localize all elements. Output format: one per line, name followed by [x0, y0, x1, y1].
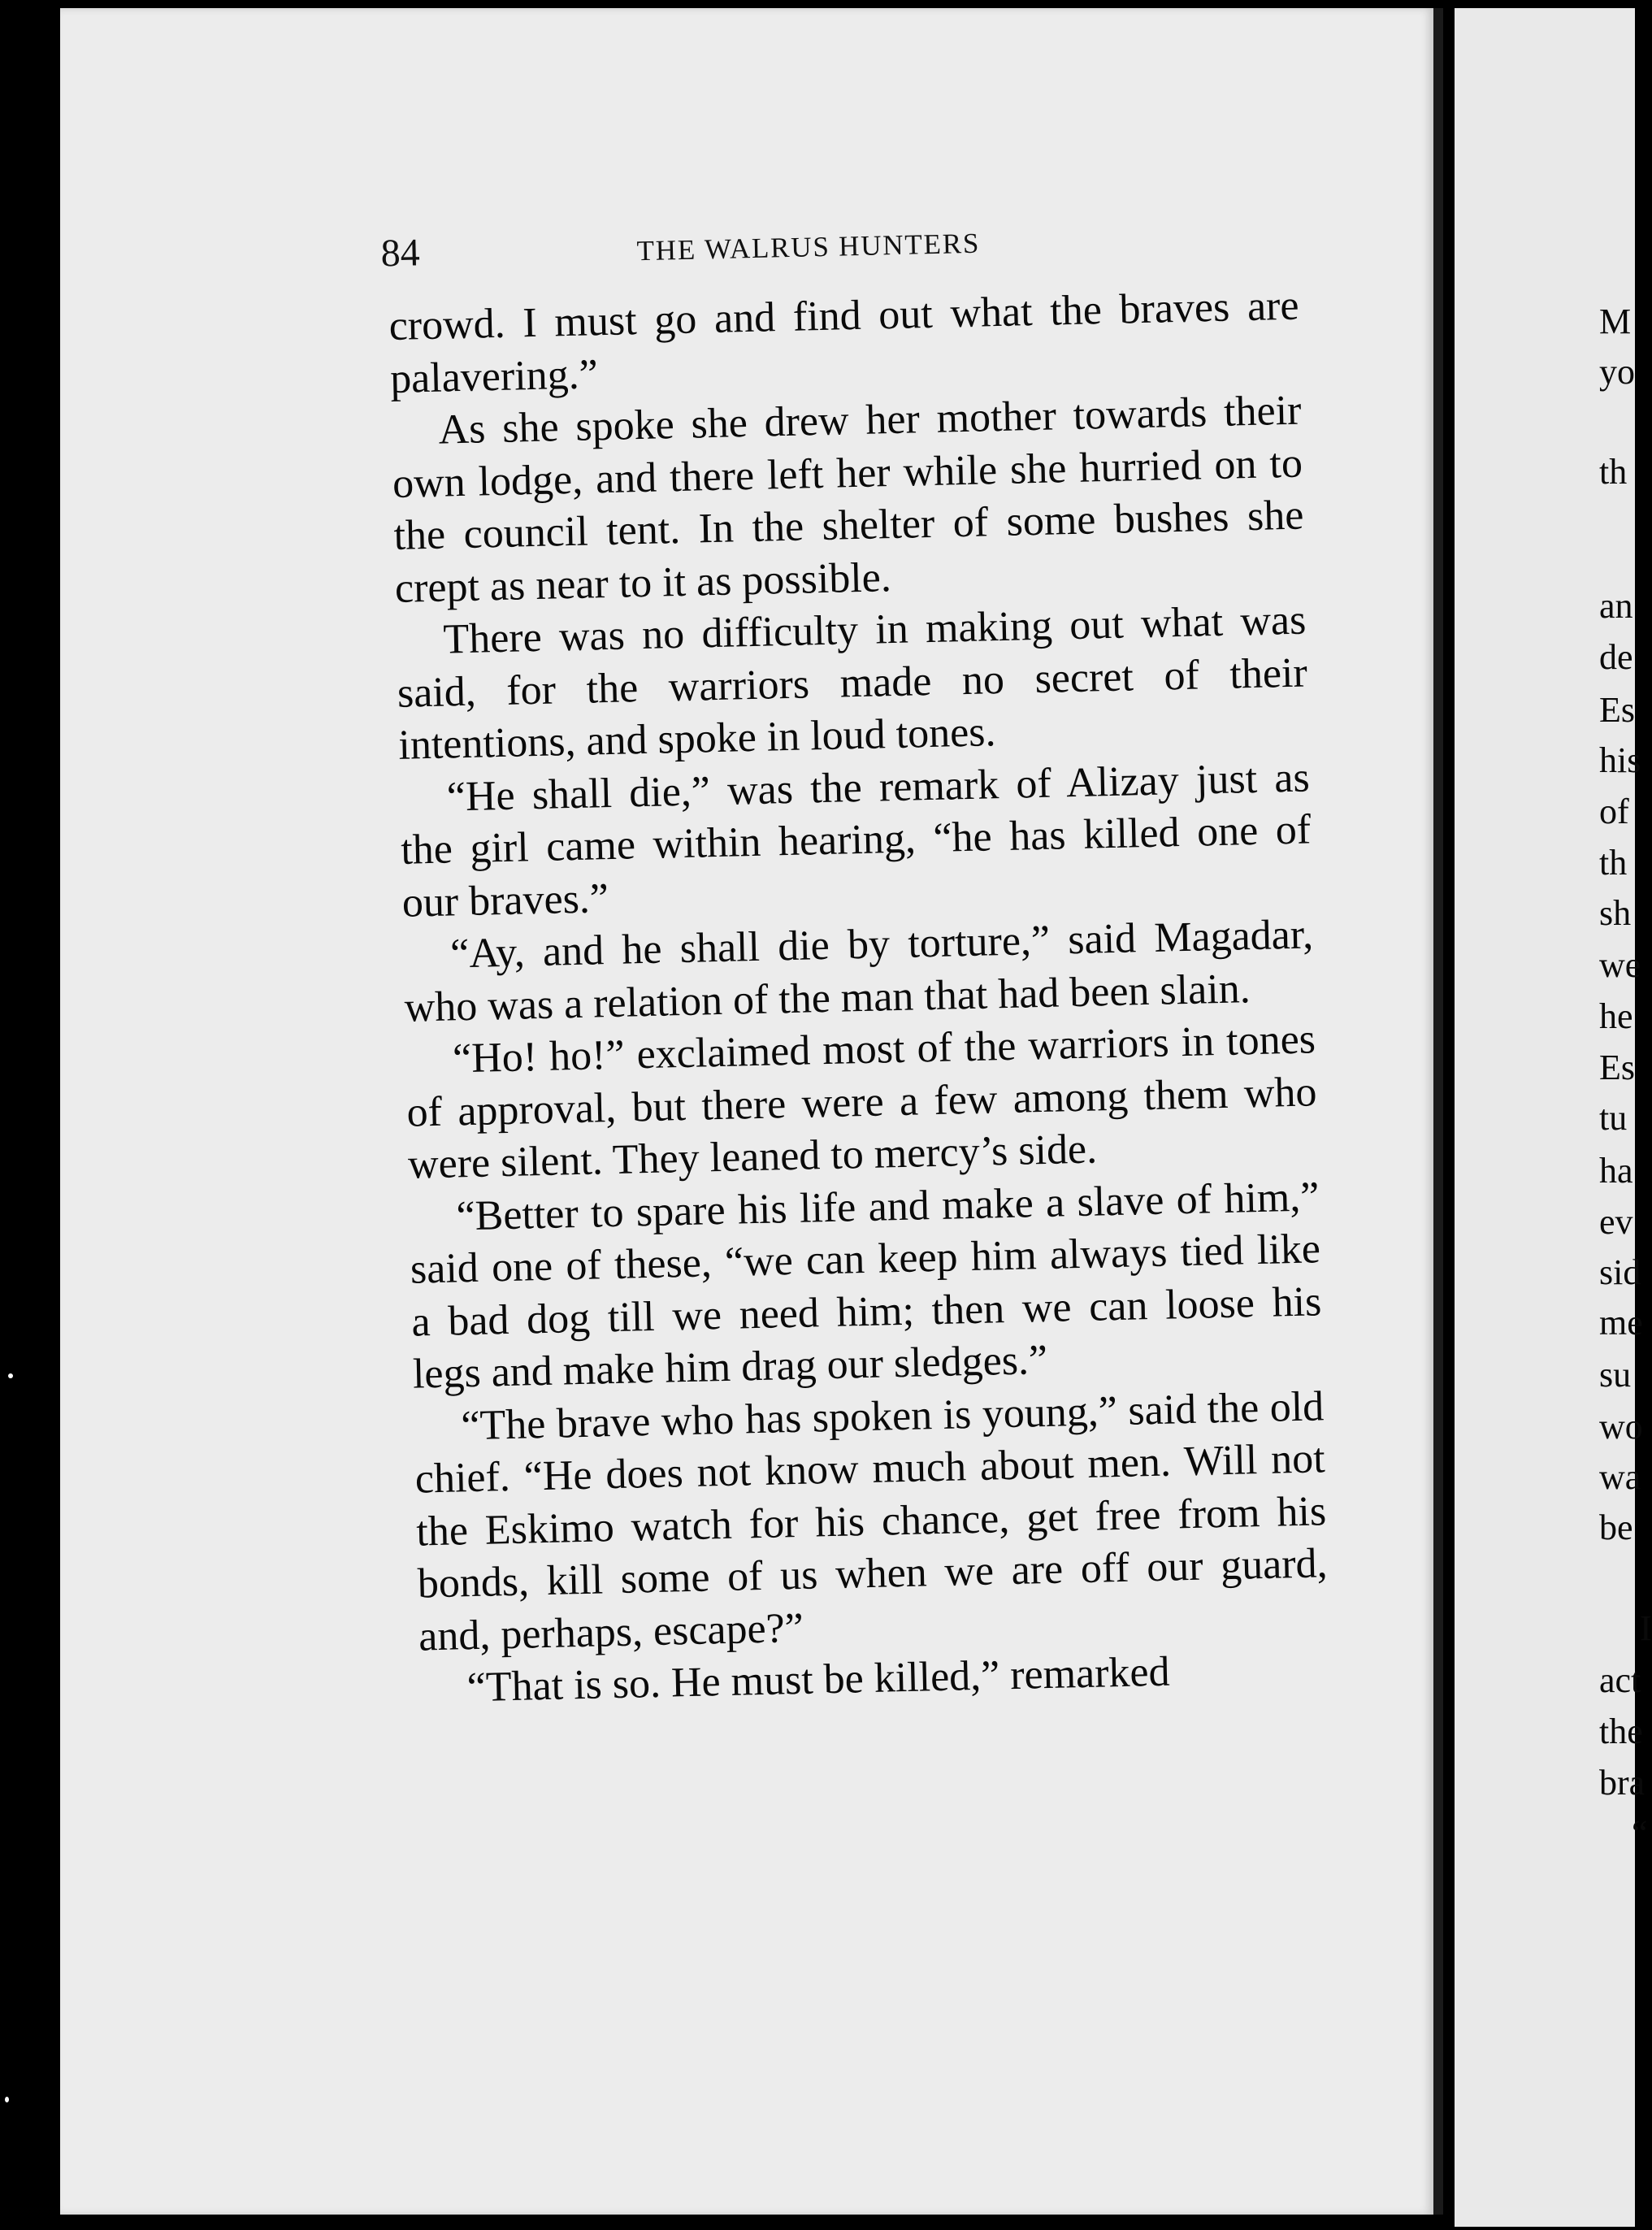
facing-page-fragment: act — [1599, 1660, 1641, 1700]
body-text — [388, 280, 1330, 1716]
facing-page-fragment: de — [1599, 637, 1633, 677]
facing-page-fragment: I — [1640, 1608, 1652, 1648]
facing-page-fragment: ha — [1599, 1151, 1633, 1191]
facing-page-fragment: his — [1599, 740, 1641, 780]
facing-page-fragment: M — [1599, 302, 1632, 341]
facing-page-fragment: we — [1599, 945, 1641, 985]
paragraph: “He shall die,” was the remark of Alizay just as the girl came within hearing, “he has killed one of our braves.” — [400, 753, 1312, 926]
page-number: 84 — [380, 231, 421, 275]
facing-page-fragment: sid — [1599, 1252, 1641, 1292]
paragraph: “That is so. He must be killed,” remarked — [466, 1648, 1171, 1712]
paragraph: crowd. I must go and find out what the braves are palavering.” — [388, 282, 1300, 402]
facing-page-fragment: of — [1599, 792, 1629, 831]
facing-page-fragment: wa — [1599, 1457, 1641, 1497]
facing-page-fragment: su — [1599, 1355, 1632, 1395]
facing-page-fragment: the — [1599, 1712, 1643, 1751]
facing-page-fragment: Es — [1599, 690, 1635, 730]
facing-page-fragment: an — [1599, 586, 1633, 626]
scan-speck — [5, 2097, 9, 2102]
paragraph: “Ho! ho!” exclaimed most of the warriors in tones of approval, but there were a few among them who were silent. They leaned to mercy’s side. — [406, 1016, 1318, 1188]
paragraph: “Ay, and he shall die by torture,” said Magadar, who was a relation of the man that had been slain. — [404, 911, 1314, 1031]
facing-page-fragment: wo — [1599, 1407, 1643, 1447]
facing-book-page — [1455, 8, 1652, 2227]
facing-page-fragment: th — [1599, 452, 1628, 492]
facing-page-fragment: Es — [1599, 1048, 1635, 1087]
facing-page-fragment: he — [1599, 996, 1633, 1036]
paragraph: “The brave who has spoken is young,” said the old chief. “He does not know much about men. Will not the Eskimo watch for his chance, get free from his bonds, kill some of us when we are off our guard, and, perhaps, escape?” — [414, 1382, 1329, 1660]
paragraph: As she spoke she drew her mother towards their own lodge, and there left her while she hurried on to the council tent. In the shelter of some bushes she crept as near to it as possible. — [392, 387, 1304, 612]
facing-page-fragment: “ — [1632, 1813, 1648, 1853]
scan-speck — [8, 1373, 13, 1378]
facing-page-fragment: me — [1599, 1303, 1643, 1343]
facing-page-fragment: tu — [1599, 1098, 1628, 1138]
facing-page-fragment: bra — [1599, 1763, 1645, 1803]
facing-page-fragment: th — [1599, 843, 1628, 883]
facing-page-fragment: be — [1599, 1508, 1633, 1547]
facing-page-fragment: ev — [1599, 1202, 1633, 1242]
facing-page-fragment: yo — [1599, 352, 1635, 392]
paragraph: There was no difficulty in making out what was said, for the warriors made no secret of their intentions, and spoke in loud tones. — [397, 597, 1308, 769]
running-title: THE WALRUS HUNTERS — [636, 227, 981, 267]
paragraph: “Better to spare his life and make a slave of him,” said one of these, “we can keep him always tied like a bad dog till we need him; then we can loose his legs and make him drag our sledges.” — [410, 1173, 1322, 1398]
facing-page-fragment: sh — [1599, 893, 1632, 933]
